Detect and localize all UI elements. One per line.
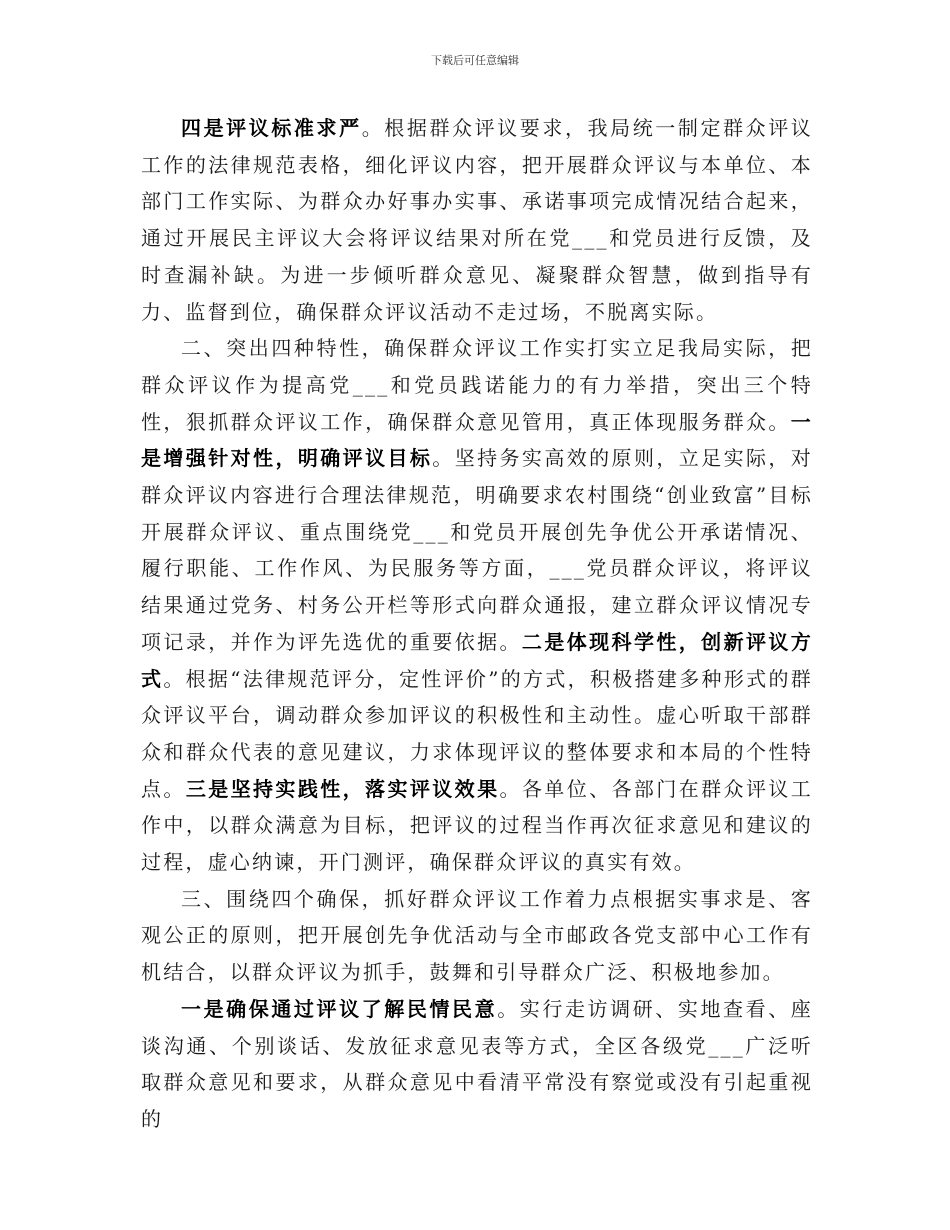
- paragraph-4: [141, 991, 813, 1138]
- bold-heading: 一是增强针对性，明确评议目标: [141, 409, 813, 471]
- bold-heading: 一是确保通过评议了解民情民意: [181, 996, 498, 1021]
- paragraph-text: 。坚持务实高效的原则，立足实际，对群众评议内容进行合理法律规范，明确要求农村围绕“创业致富”目标开展群众评议、重点围绕党___和党员开展创先争优公开承诺情况、履行职能、工作作风、为民服务等方面，___党员群众评议，将评议结果通过党务、村务公开栏等形式向群众通报，建立群众评议情况专项记录，并作为评先选优的重要依据。: [141, 446, 813, 654]
- bold-heading: 三是坚持实践性，落实评议效果: [185, 776, 500, 801]
- paragraph-text: 三、围绕四个确保，抓好群众评议工作着力点根据实事求是、客观公正的原则，把开展创先争优活动与全市邮政各党支部中心工作有机结合，以群众评议为抓手，鼓舞和引导群众广泛、积极地参加。: [141, 886, 813, 985]
- paragraph-3: [141, 881, 813, 991]
- paragraph-text: 。各单位、各部门在群众评议工作中，以群众满意为目标，把评议的过程当作再次征求意见和建议的过程，虚心纳谏，开门测评，确保群众评议的真实有效。: [141, 776, 813, 875]
- paragraph-text: 二、突出四种特性，确保群众评议工作实打实立足我局实际，把群众评议作为提高党___和党员践诺能力的有力举措，突出三个特性，狠抓群众评议工作，确保群众意见管用，真正体现服务群众。: [141, 336, 813, 434]
- bold-heading: 四是评议标准求严: [181, 116, 362, 140]
- document-body: [141, 110, 813, 1138]
- paragraph-text: 。实行走访调研、实地查看、座谈沟通、个别谈话、发放征求意见表等方式，全区各级党___广泛听取群众意见和要求，从群众意见中看清平常没有察觉或没有引起重视的: [141, 996, 813, 1131]
- paragraph-2: [141, 330, 813, 881]
- page-header: 下载后可任意编辑: [431, 54, 519, 67]
- bold-heading: 二是体现科学性，创新评议方式: [141, 629, 813, 691]
- paragraph-text: 。根据“法律规范评分，定性评价”的方式，积极搭建多种形式的群众评议平台，调动群众参加评议的积极性和主动性。虚心听取干部群众和群众代表的意见建议，力求体现评议的整体要求和本局的个性特点。: [141, 666, 813, 801]
- paragraph-1: [141, 110, 813, 330]
- paragraph-text: 。根据群众评议要求，我局统一制定群众评议工作的法律规范表格，细化评议内容，把开展群众评议与本单位、本部门工作实际、为群众办好事办实事、承诺事项完成情况结合起来，通过开展民主评议大会将评议结果对所在党___和党员进行反馈，及时查漏补缺。为进一步倾听群众意见、凝聚群众智慧，做到指导有力、监督到位，确保群众评议活动不走过场，不脱离实际。: [141, 116, 813, 324]
